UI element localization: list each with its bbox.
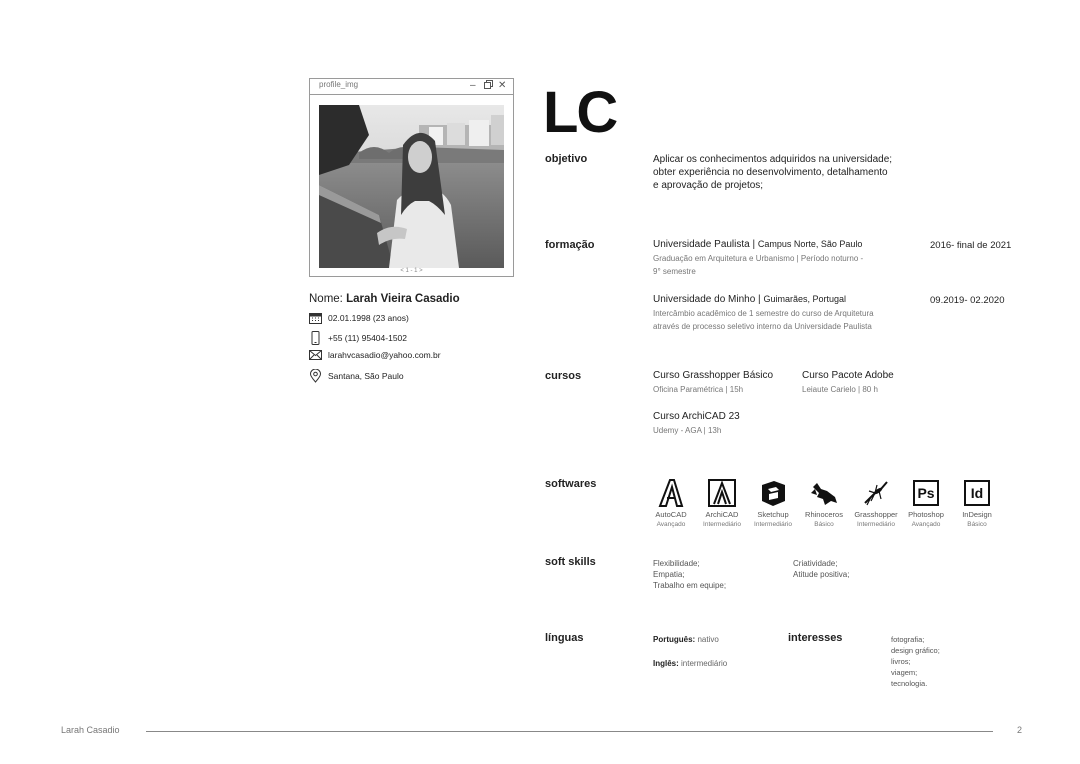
software-level: Intermediário	[703, 521, 741, 528]
school-campus: Campus Norte, São Paulo	[757, 239, 863, 249]
education-entry	[653, 294, 874, 333]
language-level: intermediário	[678, 659, 728, 668]
software-name: Photoshop	[908, 510, 944, 519]
birth-date-row	[309, 312, 409, 324]
software-name: AutoCAD	[655, 510, 687, 519]
language-item	[653, 658, 727, 669]
language-level: nativo	[695, 635, 719, 644]
section-linguas-heading: línguas	[545, 632, 584, 644]
name-value: Larah Vieira Casadio	[346, 293, 460, 305]
software-item	[745, 478, 801, 528]
window-title-bar	[310, 79, 513, 95]
objetivo-text	[653, 153, 892, 192]
education-date: 2016- final de 2021	[930, 240, 1012, 251]
software-level: Básico	[967, 521, 987, 528]
autocad-icon	[643, 478, 699, 508]
page-number: 2	[1017, 725, 1023, 735]
interest-item: viagem;	[891, 668, 918, 677]
calendar-icon	[309, 312, 322, 324]
soft-skill-item: Empatia;	[653, 570, 685, 579]
maximize-icon[interactable]	[484, 80, 493, 92]
course-title: Curso ArchiCAD 23	[653, 411, 740, 422]
close-icon[interactable]: ✕	[498, 80, 507, 91]
email-row	[309, 350, 441, 360]
soft-skill-item: Criatividade;	[793, 559, 838, 568]
section-interesses-heading: interesses	[788, 632, 843, 644]
location-text: Santana, São Paulo	[328, 371, 404, 381]
school-name: Universidade do Minho |	[653, 294, 764, 305]
education-entry	[653, 239, 863, 278]
software-level: Avançado	[911, 521, 941, 528]
education-detail: 9° semestre	[653, 267, 696, 276]
software-level: Básico	[814, 521, 834, 528]
soft-skill-item: Atitude positiva;	[793, 570, 850, 579]
software-level: Intermediário	[857, 521, 895, 528]
section-objetivo-heading: objetivo	[545, 153, 588, 165]
location-pin-icon	[309, 369, 322, 383]
location-row	[309, 369, 404, 383]
software-item	[949, 478, 1005, 528]
software-item	[643, 478, 699, 528]
education-school	[653, 239, 863, 250]
software-item	[694, 478, 750, 528]
interest-item: livros;	[891, 657, 911, 666]
course-entry	[653, 411, 740, 437]
software-item	[898, 478, 954, 528]
course-title: Curso Pacote Adobe	[802, 370, 894, 381]
name-label: Nome:	[309, 293, 347, 305]
software-item	[848, 478, 904, 528]
soft-skills-column	[793, 558, 849, 580]
software-level: Avançado	[656, 521, 686, 528]
objetivo-line: Aplicar os conhecimentos adquiridos na universidade;	[653, 154, 893, 165]
soft-skill-item: Flexibilidade;	[653, 559, 700, 568]
interest-item: fotografia;	[891, 635, 925, 644]
objetivo-line: e aprovação de projetos;	[653, 180, 764, 191]
rhinoceros-icon	[796, 478, 852, 508]
language-name: Inglês:	[653, 659, 679, 668]
education-detail: Intercâmbio acadêmico de 1 semestre do curso de Arquitetura	[653, 309, 874, 318]
phone-row	[309, 331, 407, 345]
grasshopper-icon	[848, 478, 904, 508]
indesign-icon	[949, 478, 1005, 508]
objetivo-line: obter experiência no desenvolvimento, detalhamento	[653, 167, 888, 178]
section-cursos-heading: cursos	[545, 370, 582, 382]
section-softwares-heading: softwares	[545, 478, 597, 490]
school-campus: Guimarães, Portugal	[763, 294, 846, 304]
sketchup-icon	[745, 478, 801, 508]
section-soft-skills-heading: soft skills	[545, 556, 596, 568]
software-level: Intermediário	[754, 521, 792, 528]
course-detail: Udemy - AGA | 13h	[653, 426, 722, 435]
section-formacao-heading: formação	[545, 239, 595, 251]
course-entry	[802, 370, 894, 396]
soft-skill-item: Trabalho em equipe;	[653, 581, 727, 590]
indesign-glyph: Id	[964, 480, 990, 506]
software-item	[796, 478, 852, 528]
email-address[interactable]: larahvcasadio@yahoo.com.br	[328, 350, 441, 360]
software-name: Grasshopper	[854, 510, 898, 519]
full-name	[309, 293, 460, 305]
profile-image-window	[309, 78, 514, 277]
course-entry	[653, 370, 773, 396]
software-name: Sketchup	[757, 510, 789, 519]
photoshop-glyph: Ps	[913, 480, 939, 506]
software-name: Rhinoceros	[805, 510, 843, 519]
course-title: Curso Grasshopper Básico	[653, 370, 774, 381]
school-name: Universidade Paulista |	[653, 239, 758, 250]
archicad-icon	[694, 478, 750, 508]
window-title: profile_img	[319, 80, 359, 89]
interest-item: tecnologia.	[891, 679, 928, 688]
photoshop-icon	[898, 478, 954, 508]
phone-icon	[309, 331, 322, 345]
software-name: InDesign	[962, 510, 992, 519]
education-school	[653, 294, 874, 305]
language-item	[653, 634, 719, 645]
software-name: ArchiCAD	[705, 510, 739, 519]
birth-date: 02.01.1998 (23 anos)	[328, 313, 409, 323]
education-detail: através de processo seletivo interno da Universidade Paulista	[653, 322, 872, 331]
footer-author: Larah Casadio	[61, 725, 120, 735]
course-detail: Oficina Paramétrica | 15h	[653, 385, 744, 394]
course-detail: Leiaute Carielo | 80 h	[802, 385, 878, 394]
education-detail: Graduação em Arquitetura e Urbanismo | Período noturno -	[653, 254, 864, 263]
image-pager[interactable]: < 1 - 1 >	[400, 268, 423, 274]
minimize-icon[interactable]: –	[470, 80, 476, 91]
education-date: 09.2019- 02.2020	[930, 295, 1005, 306]
interests-list	[891, 634, 940, 689]
profile-photo	[319, 105, 504, 268]
soft-skills-column	[653, 558, 726, 591]
interest-item: design gráfico;	[891, 646, 940, 655]
footer-divider	[146, 731, 993, 732]
mail-icon	[309, 350, 322, 360]
phone-number[interactable]: +55 (11) 95404-1502	[328, 333, 408, 343]
monogram-logo: LC	[543, 80, 617, 145]
language-name: Português:	[653, 635, 696, 644]
